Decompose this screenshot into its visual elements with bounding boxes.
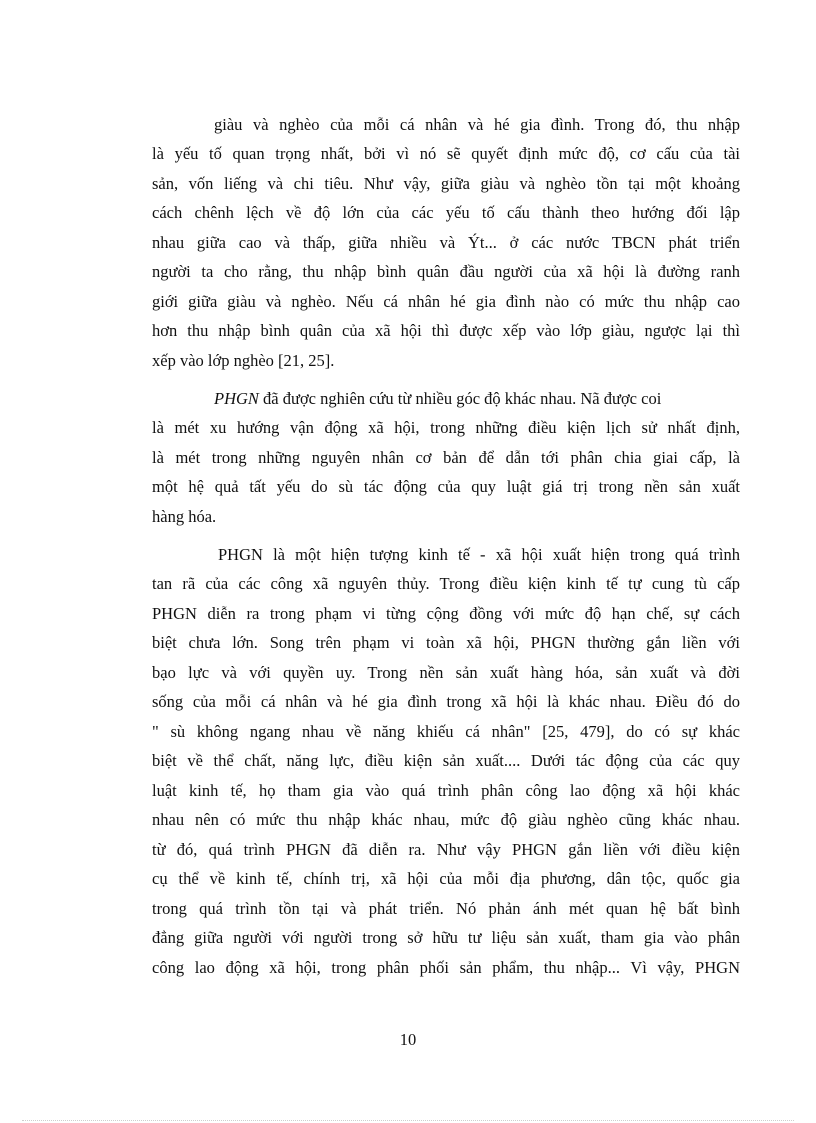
paragraph-2-line-1-text: đã được nghiên cứu từ nhiều góc độ khác nhau. Nã được coi [258,389,662,408]
page-number: 10 [399,1030,417,1049]
paragraph-3-line-7: " sù không ngang nhau về năng khiếu cá nhân" [25, 479], do có sự khác [152,722,740,741]
paragraph-2-line-2: là mét xu hướng vận động xã hội, trong những điều kiện lịch sử nhất định, [152,418,740,437]
paragraph-1-line-4: cách chênh lệch về độ lớn của các yếu tố cấu thành theo hướng đối lập [152,203,740,222]
paragraph-2-line-1 [214,389,740,409]
paragraph-3-line-15: công lao động xã hội, trong phân phối sản phẩm, thu nhập... Vì vậy, PHGN [152,958,740,977]
page-bottom-divider [22,1120,794,1121]
paragraph-2-line-3: là mét trong những nguyên nhân cơ bản để dẫn tới phân chia giai cấp, là [152,448,740,467]
paragraph-1-line-3: sản, vốn liếng và chi tiêu. Như vậy, giữa giàu và nghèo tồn tại một khoảng [152,174,740,193]
paragraph-1-line-2: là yếu tố quan trọng nhất, bởi vì nó sẽ quyết định mức độ, cơ cấu của tài [152,144,740,163]
paragraph-3-line-13: trong quá trình tồn tại và phát triển. Nó phản ánh mét quan hệ bất bình [152,899,740,918]
paragraph-2-line-5: hàng hóa. [152,507,217,526]
paragraph-3-line-12: cụ thể về kinh tế, chính trị, xã hội của mỗi địa phương, dân tộc, quốc gia [152,869,740,888]
paragraph-3-line-6: sống của mỗi cá nhân và hé gia đình trong xã hội là khác nhau. Điều đó do [152,692,740,711]
italic-term: PHGN [214,389,259,408]
paragraph-3-line-4: biệt chưa lớn. Song trên phạm vi toàn xã hội, PHGN thường gắn liền với [152,633,740,652]
paragraph-1-line-7: giới giữa giàu và nghèo. Nếu cá nhân hé gia đình nào có mức thu nhập cao [152,292,740,311]
paragraph-3-line-14: đẳng giữa người với người trong sở hữu tư liệu sản xuất, tham gia vào phân [152,928,740,947]
paragraph-3-line-9: luật kinh tế, họ tham gia vào quá trình phân công lao động xã hội khác [152,781,740,800]
paragraph-1-line-1: giàu và nghèo của mỗi cá nhân và hé gia đình. Trong đó, thu nhập [214,115,740,134]
paragraph-3-line-1: PHGN là một hiện tượng kinh tế - xã hội xuất hiện trong quá trình [218,545,740,564]
paragraph-1-line-8: hơn thu nhập bình quân của xã hội thì được xếp vào lớp giàu, ngược lại thì [152,321,740,340]
paragraph-3-line-5: bạo lực và với quyền uy. Trong nền sản xuất hàng hóa, sản xuất và đời [152,663,740,682]
paragraph-3-line-3: PHGN diễn ra trong phạm vi từng cộng đồng với mức độ hạn chế, sự cách [152,604,740,623]
paragraph-3-line-8: biệt về thể chất, năng lực, điều kiện sản xuất.... Dưới tác động của các quy [152,751,740,770]
paragraph-1-line-6: người ta cho rằng, thu nhập bình quân đầu người của xã hội là đường ranh [152,262,740,281]
paragraph-3-line-10: nhau nên có mức thu nhập khác nhau, mức độ giàu nghèo cũng khác nhau. [152,810,740,829]
paragraph-3-line-2: tan rã của các công xã nguyên thủy. Trong điều kiện kinh tế tự cung tù cấp [152,574,740,593]
paragraph-1-line-9: xếp vào lớp nghèo [21, 25]. [152,351,335,370]
paragraph-3-line-11: từ đó, quá trình PHGN đã diễn ra. Như vậy PHGN gắn liền với điều kiện [152,840,740,859]
paragraph-1-line-5: nhau giữa cao và thấp, giữa nhiều và Ýt... ở các nước TBCN phát triển [152,233,740,252]
paragraph-2-line-4: một hệ quả tất yếu do sù tác động của quy luật giá trị trong nền sản xuất [152,477,740,496]
